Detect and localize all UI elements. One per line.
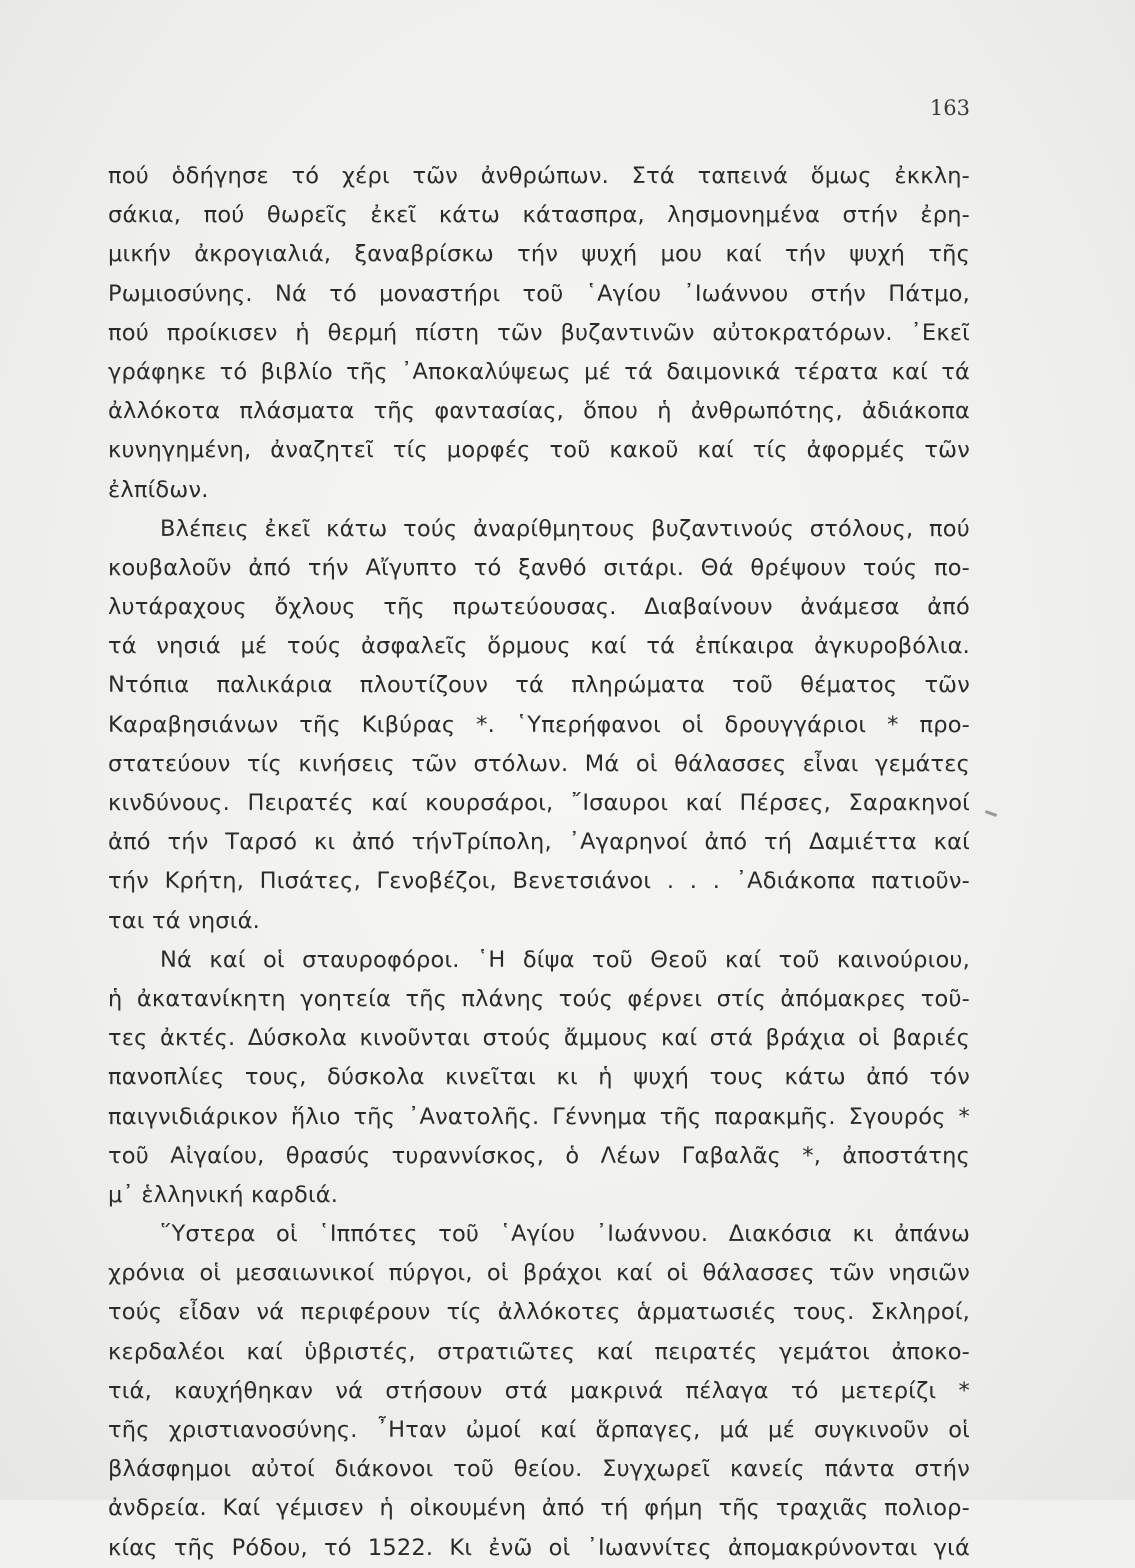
- text-line: Βλέπεις ἐκεῖ κάτω τούς ἀναρίθμητους βυζαντινούς στόλους, πού: [160, 515, 970, 542]
- text-line: πού ὁδήγησε τό χέρι τῶν ἀνθρώπων. Στά ταπεινά ὅμως ἐκκλη-: [108, 163, 970, 189]
- text-line: σάκια, πού θωρεῖς ἐκεῖ κάτω κάτασπρα, λησμονημένα στήν ἐρη-: [108, 202, 970, 229]
- paragraph-1: [108, 157, 970, 510]
- text-line: βλάσφημοι αὐτοί διάκονοι τοῦ θείου. Συγχωρεῖ κανείς πάντα στήν: [108, 1456, 970, 1483]
- text-line: μ᾿ ἑλληνική καρδιά.: [108, 1181, 339, 1208]
- text-line: γράφηκε τό βιβλίο τῆς ᾿Αποκαλύψεως μέ τά δαιμονικά τέρατα καί τά: [108, 358, 970, 385]
- text-line: κίας τῆς Ρόδου, τό 1522. Κι ἐνῶ οἱ ᾿Ιωαννίτες ἀπομακρύνονται γιά: [108, 1534, 970, 1561]
- text-line: τούς εἶδαν νά περιφέρουν τίς ἀλλόκοτες ἁρματωσιές τους. Σκληροί,: [108, 1299, 970, 1326]
- text-line: πού προίκισεν ἡ θερμή πίστη τῶν βυζαντινῶν αὐτοκρατόρων. ᾿Εκεῖ: [108, 319, 970, 346]
- text-line: κουβαλοῦν ἀπό τήν Αἴγυπτο τό ξανθό σιτάρι. Θά θρέψουν τούς πο-: [108, 554, 970, 581]
- text-line: τά νησιά μέ τούς ἀσφαλεῖς ὅρμους καί τά ἐπίκαιρα ἀγκυροβόλια.: [108, 633, 970, 660]
- text-line: Νά καί οἱ σταυροφόροι. ῾Η δίψα τοῦ Θεοῦ καί τοῦ καινούριου,: [160, 946, 970, 973]
- text-line: χρόνια οἱ μεσαιωνικοί πύργοι, οἱ βράχοι καί οἱ θάλασσες τῶν νησιῶν: [108, 1260, 970, 1287]
- text-line: τιά, καυχήθηκαν νά στήσουν στά μακρινά πέλαγα τό μετερίζι *: [108, 1377, 970, 1404]
- page-number: 163: [929, 96, 970, 120]
- text-line: τήν Κρήτη, Πισάτες, Γενοβέζοι, Βενετσιάνοι . . . ᾿Αδιάκοπα πατιοῦν-: [108, 868, 970, 895]
- text-line: ἀπό τήν Ταρσό κι ἀπό τήνΤρίπολη, ᾿Αγαρηνοί ἀπό τή Δαμιέττα καί: [108, 829, 970, 856]
- text-line: ἐλπίδων.: [108, 476, 209, 503]
- text-line: μικήν ἀκρογιαλιά, ξαναβρίσκω τήν ψυχή μου καί τήν ψυχή τῆς: [108, 241, 970, 268]
- text-line: ἀνδρεία. Καί γέμισεν ἡ οἰκουμένη ἀπό τή φήμη τῆς τραχιᾶς πολιορ-: [108, 1495, 970, 1522]
- text-line: τοῦ Αἰγαίου, θρασύς τυραννίσκος, ὁ Λέων Γαβαλᾶς *, ἀποστάτης: [108, 1142, 970, 1169]
- text-line: κυνηγημένη, ἀναζητεῖ τίς μορφές τοῦ κακοῦ καί τίς ἀφορμές τῶν: [108, 437, 970, 464]
- scan-mark: [985, 810, 997, 817]
- text-line: Καραβησιάνων τῆς Κιβύρας *. ῾Υπερήφανοι οἱ δρουγγάριοι * προ-: [108, 711, 970, 738]
- paragraph-4: [108, 1215, 970, 1568]
- text-line: ῞Υστερα οἱ ῾Ιππότες τοῦ ῾Αγίου ᾿Ιωάννου. Διακόσια κι ἀπάνω: [160, 1221, 970, 1248]
- text-body: [108, 157, 970, 1568]
- text-line: λυτάραχους ὄχλους τῆς πρωτεύουσας. Διαβαίνουν ἀνάμεσα ἀπό: [108, 594, 970, 621]
- text-line: Ρωμιοσύνης. Νά τό μοναστήρι τοῦ ῾Αγίου ᾿Ιωάννου στήν Πάτμο,: [108, 280, 970, 307]
- text-line: κερδαλέοι καί ὑβριστές, στρατιῶτες καί πειρατές γεμάτοι ἀποκο-: [108, 1338, 970, 1365]
- text-line: κινδύνους. Πειρατές καί κουρσάροι, ῎Ισαυροι καί Πέρσες, Σαρακηνοί: [108, 790, 970, 816]
- text-line: τες ἀκτές. Δύσκολα κινοῦνται στούς ἄμμους καί στά βράχια οἱ βαριές: [108, 1025, 970, 1052]
- text-line: ται τά νησιά.: [108, 907, 260, 934]
- text-line: πανοπλίες τους, δύσκολα κινεῖται κι ἡ ψυχή τους κάτω ἀπό τόν: [108, 1064, 970, 1091]
- text-line: ἀλλόκοτα πλάσματα τῆς φαντασίας, ὅπου ἡ ἀνθρωπότης, ἀδιάκοπα: [108, 398, 970, 425]
- text-line: ἡ ἀκατανίκητη γοητεία τῆς πλάνης τούς φέρνει στίς ἀπόμακρες τοῦ-: [108, 985, 970, 1012]
- text-line: Ντόπια παλικάρια πλουτίζουν τά πληρώματα τοῦ θέματος τῶν: [108, 672, 970, 699]
- paragraph-3: [108, 941, 970, 1215]
- text-line: τῆς χριστιανοσύνης. ῏Ηταν ὠμοί καί ἅρπαγες, μά μέ συγκινοῦν οἱ: [108, 1417, 970, 1443]
- paragraph-2: [108, 510, 970, 941]
- text-line: παιγνιδιάρικον ἥλιο τῆς ᾿Ανατολῆς. Γέννημα τῆς παρακμῆς. Σγουρός *: [108, 1103, 970, 1130]
- text-line: στατεύουν τίς κινήσεις τῶν στόλων. Μά οἱ θάλασσες εἶναι γεμάτες: [108, 750, 970, 777]
